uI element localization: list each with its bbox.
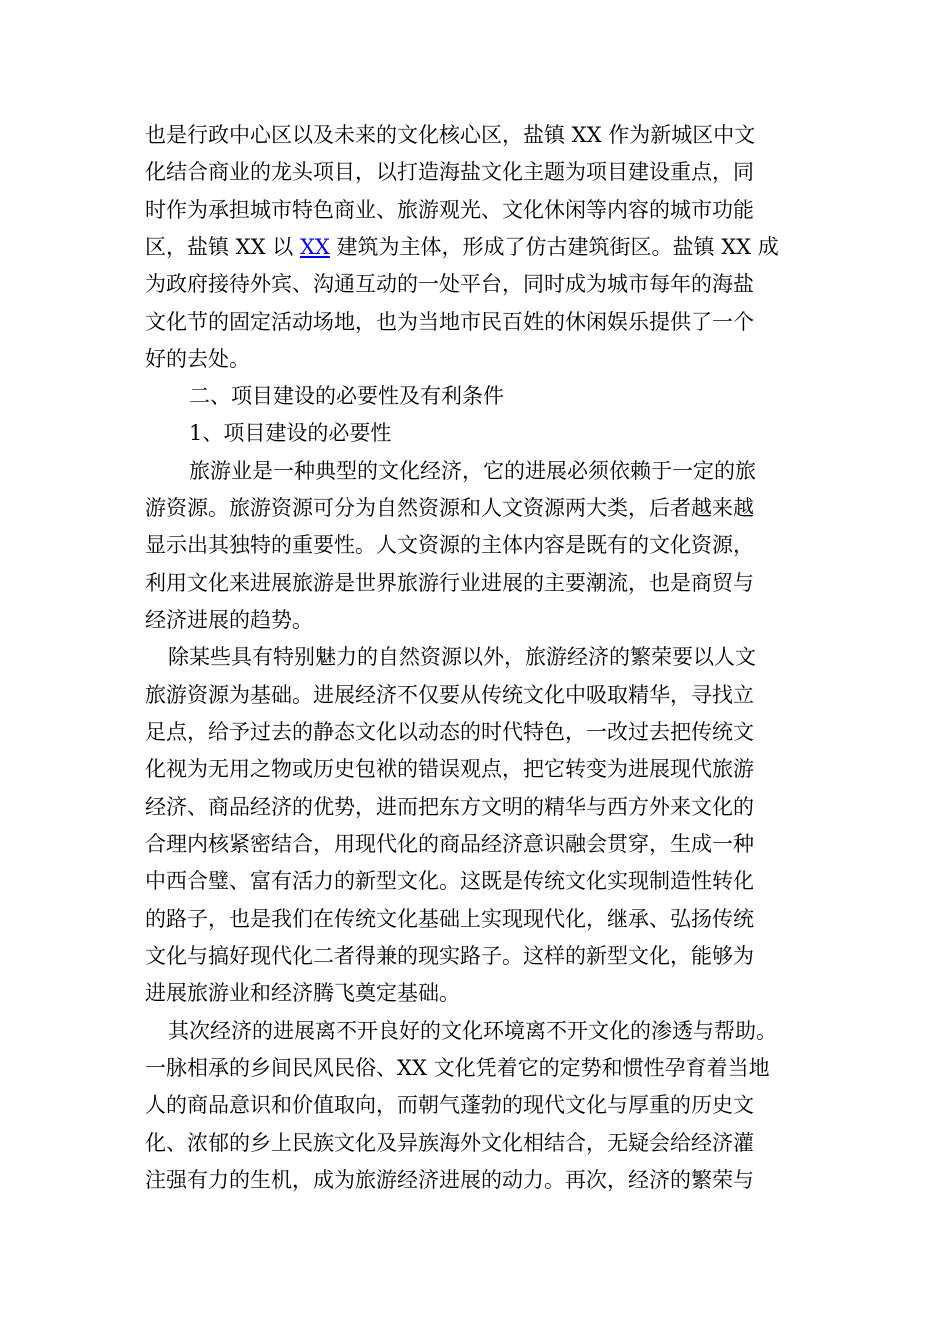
section-heading: 二、项目建设的必要性及有利条件 [189,384,504,408]
text-line: 经济进展的趋势。 [145,608,313,632]
text-line: 经济、商品经济的优势，进而把东方文明的精华与西方外来文化的 [145,795,754,819]
xx-link[interactable]: XX [299,235,330,259]
text-line: 好的去处。 [145,347,250,371]
text-line: 旅游资源为基础。进展经济不仅要从传统文化中吸取精华，寻找立 [145,683,754,707]
text-line-with-link [145,229,779,265]
subsection-heading: 1、项目建设的必要性 [189,421,392,445]
text-line: 一脉相承的乡间民风民俗、XX 文化凭着它的定势和惯性孕育着当地 [145,1056,770,1080]
text-line: 的路子，也是我们在传统文化基础上实现现代化，继承、弘扬传统 [145,907,754,931]
text-line: 显示出其独特的重要性。人文资源的主体内容是既有的文化资源， [145,533,754,557]
text-line: 化、浓郁的乡上民族文化及异族海外文化相结合，无疑会给经济灌 [145,1131,754,1155]
text-line: 时作为承担城市特色商业、旅游观光、文化休闲等内容的城市功能 [145,198,754,222]
text-line: 文化节的固定活动场地，也为当地市民百姓的休闲娱乐提供了一个 [145,310,754,334]
text-line: 利用文化来进展旅游是世界旅游行业进展的主要潮流，也是商贸与 [145,571,754,595]
text-segment: 区，盐镇 XX 以 [145,235,300,259]
text-line: 游资源。旅游资源可分为自然资源和人文资源两大类，后者越来越 [145,496,754,520]
text-line: 除某些具有特别魅力的自然资源以外，旅游经济的繁荣要以人文 [168,645,756,669]
text-line: 合理内核紧密结合，用现代化的商品经济意识融会贯穿，生成一种 [145,832,754,856]
text-line: 中西合璧、富有活力的新型文化。这既是传统文化实现制造性转化 [145,869,754,893]
text-line: 化视为无用之物或历史包袱的错误观点，把它转变为进展现代旅游 [145,757,754,781]
text-line: 为政府接待外宾、沟通互动的一处平台，同时成为城市每年的海盐 [145,272,754,296]
text-line: 化结合商业的龙头项目，以打造海盐文化主题为项目建设重点，同 [145,160,754,184]
text-segment: 建筑为主体，形成了仿古建筑街区。盐镇 XX 成 [329,235,779,259]
text-line: 也是行政中心区以及未来的文化核心区，盐镇 XX 作为新城区中文 [145,123,756,147]
text-line: 注强有力的生机，成为旅游经济进展的动力。再次，经济的繁荣与 [145,1168,754,1192]
text-line: 文化与搞好现代化二者得兼的现实路子。这样的新型文化，能够为 [145,944,754,968]
text-line: 人的商品意识和价值取向，而朝气蓬勃的现代文化与厚重的历史文 [145,1093,754,1117]
text-line: 其次经济的进展离不开良好的文化环境离不开文化的渗透与帮助。 [168,1019,777,1043]
text-line: 旅游业是一种典型的文化经济，它的进展必须依赖于一定的旅 [189,459,756,483]
text-line: 进展旅游业和经济腾飞奠定基础。 [145,981,460,1005]
text-line: 足点，给予过去的静态文化以动态的时代特色，一改过去把传统文 [145,720,754,744]
